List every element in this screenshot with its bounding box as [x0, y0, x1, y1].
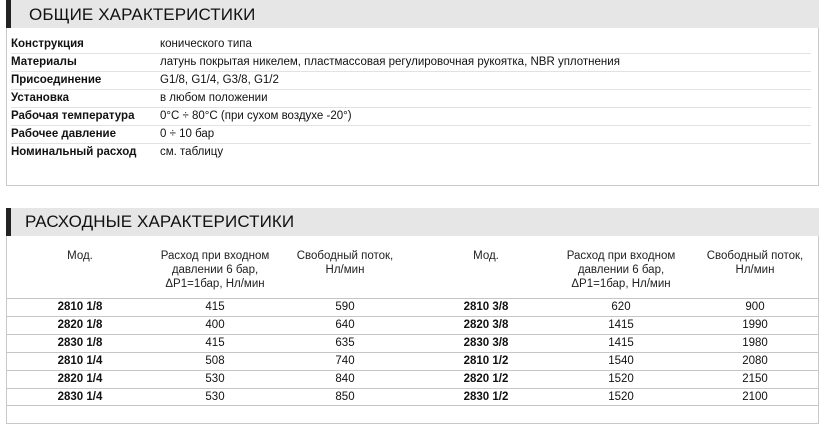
table-header — [7, 244, 819, 298]
header-line: Нл/мин — [325, 264, 365, 276]
header-line: давлении 6 бар, — [171, 264, 259, 276]
header-line: Свободный поток, — [706, 250, 804, 262]
free-flow-cell: 840 — [335, 373, 355, 385]
spec-label: Установка — [11, 92, 70, 104]
model-cell: 2810 3/8 — [463, 301, 509, 313]
spec-value: 0 ÷ 10 бар — [160, 128, 215, 140]
spec-label: Присоединение — [11, 74, 102, 86]
free-flow-cell: 900 — [745, 301, 765, 313]
column-header-free-flow — [289, 249, 401, 277]
spec-value: конического типа — [160, 38, 252, 50]
column-header-flow-rate — [551, 249, 691, 291]
column-header-model — [30, 249, 130, 263]
spec-label: Материалы — [11, 56, 77, 68]
free-flow-cell: 2150 — [742, 373, 768, 385]
header-line: Мод. — [473, 250, 499, 262]
spec-label: Номинальный расход — [11, 146, 137, 158]
flow-table — [7, 244, 819, 406]
free-flow-cell: 590 — [335, 301, 355, 313]
section-title: РАСХОДНЫЕ ХАРАКТЕРИСТИКИ — [25, 212, 295, 231]
model-cell: 2810 1/4 — [57, 355, 103, 367]
table-row — [7, 352, 819, 370]
header-line: Расход при входном — [566, 250, 676, 262]
section-header — [6, 0, 819, 28]
free-flow-cell: 2080 — [742, 355, 768, 367]
general-characteristics-section — [6, 0, 819, 186]
free-flow-cell: 2100 — [742, 391, 768, 403]
model-cell: 2810 1/2 — [463, 355, 509, 367]
flow-rate-cell: 508 — [205, 355, 225, 367]
free-flow-cell: 635 — [335, 337, 355, 349]
table-row — [7, 334, 819, 352]
flow-rate-cell: 1520 — [608, 373, 634, 385]
column-header-model — [436, 249, 536, 263]
spec-row — [11, 108, 811, 126]
header-line: Свободный поток, — [296, 250, 394, 262]
free-flow-cell: 1980 — [742, 337, 768, 349]
model-cell: 2830 1/2 — [463, 391, 509, 403]
table-row — [7, 370, 819, 388]
header-line: давлении 6 бар, — [577, 264, 665, 276]
spec-row — [11, 126, 811, 144]
spec-list — [11, 36, 811, 162]
free-flow-cell: 850 — [335, 391, 355, 403]
flow-rate-cell: 1415 — [608, 337, 634, 349]
model-cell: 2830 3/8 — [463, 337, 509, 349]
flow-rate-cell: 1540 — [608, 355, 634, 367]
spec-value: латунь покрытая никелем, пластмассовая регулировочная рукоятка, NBR уплотнения — [160, 56, 620, 68]
free-flow-cell: 740 — [335, 355, 355, 367]
spec-label: Рабочее давление — [11, 128, 116, 140]
table-row — [7, 388, 819, 406]
header-line: Нл/мин — [735, 264, 775, 276]
header-line: ΔP1=1бар, Нл/мин — [165, 278, 265, 290]
flow-rate-cell: 1415 — [608, 319, 634, 331]
section-title: ОБЩИЕ ХАРАКТЕРИСТИКИ — [29, 5, 256, 24]
free-flow-cell: 1990 — [742, 319, 768, 331]
spec-row — [11, 144, 811, 162]
header-line: ΔP1=1бар, Нл/мин — [571, 278, 671, 290]
column-header-flow-rate — [145, 249, 285, 291]
flow-rate-cell: 415 — [205, 337, 225, 349]
flow-rate-cell: 400 — [205, 319, 225, 331]
flow-characteristics-section — [6, 208, 819, 424]
model-cell: 2830 1/4 — [57, 391, 103, 403]
model-cell: 2830 1/8 — [57, 337, 103, 349]
spec-value: 0°C ÷ 80°C (при сухом воздухе -20°) — [160, 110, 352, 122]
flow-rate-cell: 1520 — [608, 391, 634, 403]
table-row — [7, 316, 819, 334]
flow-rate-cell: 530 — [205, 373, 225, 385]
model-cell: 2820 1/2 — [463, 373, 509, 385]
flow-rate-cell: 415 — [205, 301, 225, 313]
column-header-free-flow — [695, 249, 815, 277]
spec-row — [11, 36, 811, 54]
flow-rate-cell: 620 — [611, 301, 631, 313]
spec-value: см. таблицу — [160, 146, 224, 158]
spec-row — [11, 90, 811, 108]
model-cell: 2810 1/8 — [57, 301, 103, 313]
header-line: Мод. — [67, 250, 93, 262]
table-row — [7, 298, 819, 316]
model-cell: 2820 1/4 — [57, 373, 103, 385]
free-flow-cell: 640 — [335, 319, 355, 331]
spec-row — [11, 72, 811, 90]
spec-label: Конструкция — [11, 38, 84, 50]
spec-value: в любом положении — [160, 92, 268, 104]
model-cell: 2820 3/8 — [463, 319, 509, 331]
section-header — [6, 208, 819, 236]
spec-value: G1/8, G1/4, G3/8, G1/2 — [160, 74, 279, 86]
header-line: Расход при входном — [160, 250, 270, 262]
flow-rate-cell: 530 — [205, 391, 225, 403]
spec-row — [11, 54, 811, 72]
spec-label: Рабочая температура — [11, 110, 135, 122]
model-cell: 2820 1/8 — [57, 319, 103, 331]
